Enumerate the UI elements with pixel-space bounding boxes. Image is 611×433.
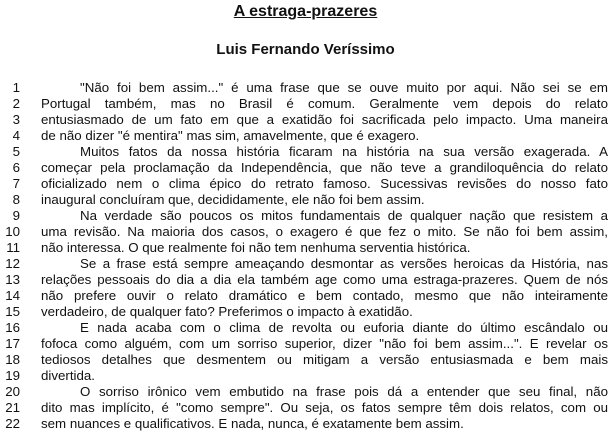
line-number: 15 bbox=[5, 304, 20, 319]
text-line bbox=[0, 384, 611, 400]
line-number: 3 bbox=[12, 112, 20, 127]
line-number: 20 bbox=[5, 384, 20, 399]
line-number: 8 bbox=[12, 192, 20, 207]
line-text: Portugal também, mas no Brasil é comum. Geralmente vem depois do relato bbox=[41, 96, 608, 111]
author-name: Luis Fernando Veríssimo bbox=[216, 41, 395, 58]
line-text: Muitos fatos da nossa história ficaram na história na sua versão exagerada. A bbox=[80, 144, 608, 159]
line-number: 22 bbox=[5, 416, 20, 431]
line-number: 7 bbox=[12, 176, 20, 191]
line-text: não interessa. O que realmente foi não tem nenhuma serventia histórica. bbox=[41, 240, 471, 255]
text-line bbox=[0, 128, 611, 144]
line-text: O sorriso irônico vem embutido na frase pois dá a entender que seu final, não bbox=[80, 384, 608, 399]
text-line bbox=[0, 288, 611, 304]
line-text: sem nuances e qualificativos. E nada, nunca, é exatamente bem assim. bbox=[41, 416, 464, 431]
text-line bbox=[0, 240, 611, 256]
line-number: 17 bbox=[5, 336, 20, 351]
text-line bbox=[0, 304, 611, 320]
text-line bbox=[0, 192, 611, 208]
line-number: 10 bbox=[5, 224, 20, 239]
line-number: 5 bbox=[12, 144, 20, 159]
text-line bbox=[0, 400, 611, 416]
line-number: 12 bbox=[5, 256, 20, 271]
line-text: inaugural concluíram que, decididamente, ele não foi bem assim. bbox=[41, 192, 425, 207]
line-text: fofoca como alguém, com um sorriso superior, dizer "não foi bem assim...". E revelar os bbox=[41, 336, 608, 351]
line-text: relações pessoais do dia a dia ela também age como uma estraga-prazeres. Quem de nós bbox=[41, 272, 608, 287]
text-line bbox=[0, 224, 611, 240]
text-line bbox=[0, 256, 611, 272]
line-number: 9 bbox=[12, 208, 20, 223]
line-number: 21 bbox=[5, 400, 20, 415]
line-text: verdadeiro, de qualquer fato? Preferimos o impacto à exatidão. bbox=[41, 304, 413, 319]
line-text: Na verdade são poucos os mitos fundamentais de qualquer nação que resistem a bbox=[80, 208, 608, 223]
line-text: E nada acaba com o clima de revolta ou euforia diante do último escândalo ou bbox=[80, 320, 608, 335]
line-number: 19 bbox=[5, 368, 20, 383]
line-number: 13 bbox=[5, 272, 20, 287]
text-line bbox=[0, 160, 611, 176]
line-text: não prefere ouvir o relato dramático e bem contado, mesmo que não inteiramente bbox=[41, 288, 608, 303]
line-number: 18 bbox=[5, 352, 20, 367]
text-body bbox=[0, 80, 611, 432]
line-number: 6 bbox=[12, 160, 20, 175]
document-title: A estraga-prazeres bbox=[233, 3, 378, 20]
line-number: 2 bbox=[12, 96, 20, 111]
line-text: Se a frase está sempre ameaçando desmontar as versões heroicas da História, nas bbox=[80, 256, 608, 271]
line-text: dito mas implícito, é "como sempre". Ou seja, os fatos sempre têm dois relatos, com ou bbox=[41, 400, 608, 415]
line-number: 4 bbox=[12, 128, 20, 143]
text-line bbox=[0, 272, 611, 288]
line-number: 11 bbox=[6, 240, 20, 255]
line-number: 14 bbox=[5, 288, 20, 303]
line-text: tediosos detalhes que desmentem ou mitigam a versão entusiasmada e bem mais bbox=[41, 352, 608, 367]
text-line bbox=[0, 112, 611, 128]
text-line bbox=[0, 368, 611, 384]
text-line bbox=[0, 144, 611, 160]
line-number: 1 bbox=[12, 80, 20, 95]
text-line bbox=[0, 80, 611, 96]
line-text: oficializado nem o clima épico do retrato famoso. Sucessivas revisões do nosso fato bbox=[41, 176, 608, 191]
line-text: de não dizer "é mentira" mas sim, amavelmente, que é exagero. bbox=[41, 128, 420, 143]
text-line bbox=[0, 416, 611, 432]
text-line bbox=[0, 320, 611, 336]
line-text: começar pela proclamação da Independência, que não teve a grandiloquência do relato bbox=[41, 160, 608, 175]
text-line bbox=[0, 96, 611, 112]
line-text: entusiasmado de um fato em que a exatidão foi sacrificada pelo impacto. Uma maneira bbox=[41, 112, 608, 127]
line-text: divertida. bbox=[41, 368, 95, 383]
text-line bbox=[0, 336, 611, 352]
line-text: "Não foi bem assim..." é uma frase que se ouve muito por aqui. Não sei se em bbox=[80, 80, 608, 95]
text-line bbox=[0, 208, 611, 224]
text-line bbox=[0, 352, 611, 368]
line-number: 16 bbox=[5, 320, 20, 335]
line-text: uma revisão. Na maioria dos casos, o exagero é que fez o mito. Se não foi bem assim, bbox=[41, 224, 608, 239]
text-line bbox=[0, 176, 611, 192]
